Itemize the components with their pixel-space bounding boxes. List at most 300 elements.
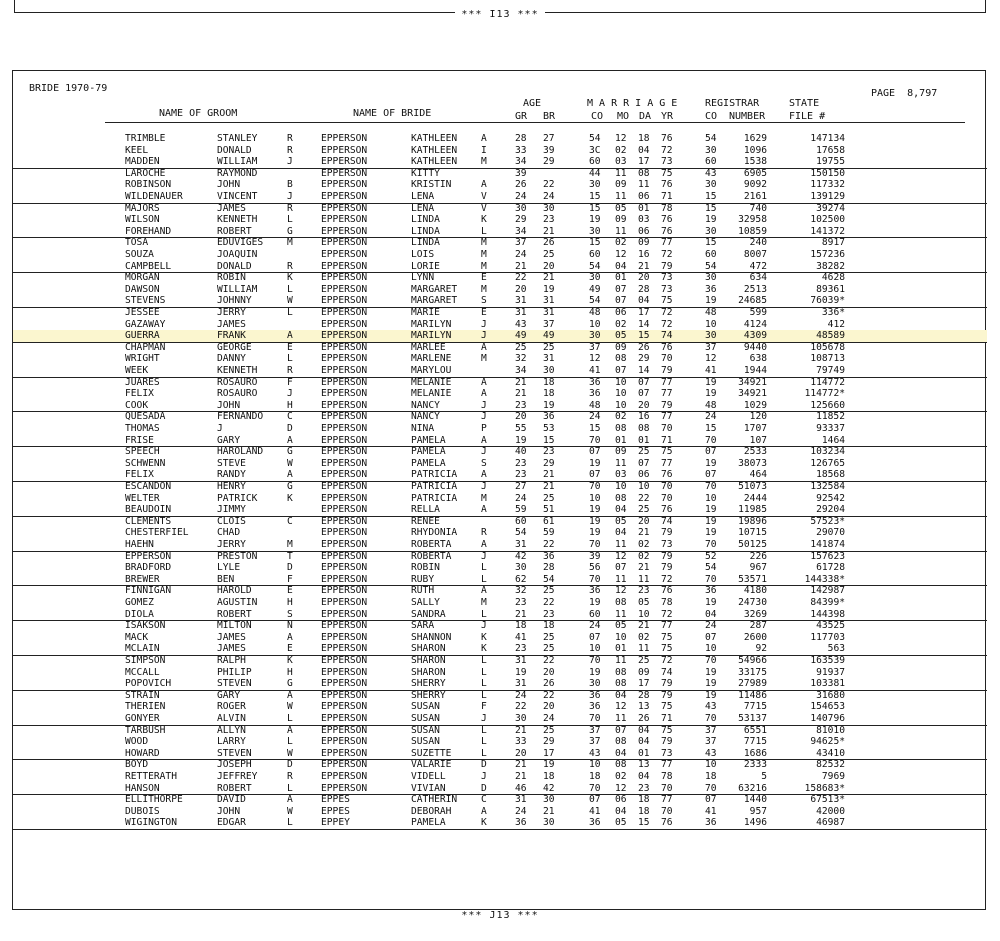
marriage-day: 25 [638,504,650,516]
registrar-number: 50125 [738,539,767,550]
age-bride: 42 [543,782,555,794]
header-marriage-mo: MO [617,111,630,122]
table-row [13,133,987,145]
page-label: PAGE 8,797 [871,88,938,99]
bride-given: SHANNON [411,631,452,643]
header-registrar-number: NUMBER [729,111,766,122]
marriage-month: 09 [615,179,627,191]
state-file-number: 82532 [816,759,845,771]
age-bride: 31 [543,353,555,365]
marriage-year: 76 [661,469,673,481]
marriage-year: 79 [661,562,673,574]
marriage-month: 04 [615,805,627,817]
age-bride: 29 [543,156,555,168]
marriage-county: 70 [589,481,601,492]
marriage-county: 19 [589,527,601,539]
marriage-day: 28 [638,283,650,295]
groom-surname: SCHWENN [125,457,166,469]
marriage-day: 29 [638,353,650,365]
groom-initial: A [287,724,293,736]
age-bride: 25 [543,585,555,597]
age-groom: 26 [515,179,527,191]
registrar-county: 70 [705,655,717,666]
registrar-number: 1029 [743,399,767,411]
groom-surname: MADDEN [125,156,160,168]
bride-surname: EPPERSON [321,191,368,202]
marriage-year: 75 [661,701,673,713]
registrar-county: 43 [705,167,717,179]
groom-initial: R [287,202,293,214]
marriage-county: 24 [589,620,601,632]
registrar-number: 740 [749,202,767,214]
marriage-county: 15 [589,202,601,214]
groom-initial: B [287,179,293,191]
marriage-year: 75 [661,724,673,736]
marriage-county: 54 [589,133,601,144]
bride-initial: L [481,678,487,690]
registrar-county: 30 [705,225,717,237]
bride-given: SHARON [411,643,446,655]
age-bride: 18 [543,620,555,632]
groom-initial: A [287,434,293,446]
marriage-year: 76 [661,225,673,237]
registrar-number: 472 [749,260,767,272]
marriage-year: 70 [661,423,673,434]
marriage-month: 07 [615,562,627,574]
marriage-county: 10 [589,759,601,771]
age-bride: 30 [543,817,555,829]
bride-given: LYNN [411,272,435,284]
registrar-number: 967 [749,562,767,574]
marriage-year: 77 [661,759,673,771]
marriage-year: 77 [661,457,673,469]
age-groom: 34 [515,365,527,376]
age-groom: 18 [515,620,527,632]
table-row [13,284,987,296]
bride-surname: EPPERSON [321,550,368,562]
table-row [13,701,987,713]
groom-surname: POPOVICH [125,678,172,690]
groom-given: ROSAURO [217,376,258,388]
marriage-day: 18 [638,133,650,144]
marriage-month: 09 [615,341,627,353]
registrar-number: 240 [749,237,767,249]
marriage-county: 70 [589,434,601,446]
bride-initial: A [481,376,487,388]
age-bride: 29 [543,736,555,748]
bride-initial: J [481,620,487,632]
registrar-county: 30 [705,272,717,284]
table-row [13,806,987,818]
bride-given: ROBERTA [411,550,452,562]
report-title: BRIDE 1970-79 [29,83,108,94]
marriage-year: 72 [661,608,673,620]
groom-surname: STEVENS [125,295,166,307]
marriage-county: 19 [589,515,601,527]
marriage-year: 75 [661,167,673,179]
marriage-county: 41 [589,805,601,817]
bride-initial: K [481,214,487,226]
marriage-day: 18 [638,805,650,817]
marriage-month: 09 [615,214,627,226]
bride-given: RUBY [411,573,435,585]
marriage-month: 12 [615,133,627,144]
registrar-number: 11486 [738,689,767,701]
groom-initial: D [287,562,293,574]
bride-surname: EPPERSON [321,446,368,458]
marriage-county: 07 [589,446,601,458]
age-groom: 20 [515,283,527,295]
state-file-number: 18568 [816,469,845,481]
header-marriage-da: DA [639,111,652,122]
age-groom: 34 [515,156,527,168]
age-groom: 23 [515,643,527,655]
groom-initial: L [287,782,293,794]
marriage-county: 07 [589,794,601,806]
marriage-year: 75 [661,295,673,307]
state-file-number: 8917 [821,237,845,249]
groom-surname: HAEHN [125,539,154,550]
groom-given: KENNETH [217,365,258,376]
marriage-year: 76 [661,817,673,829]
marriage-month: 08 [615,492,627,504]
marriage-day: 01 [638,747,650,759]
groom-given: JAMES [217,202,246,214]
bride-initial: L [481,655,487,666]
state-file-number: 147134 [810,133,845,144]
state-file-number: 17658 [816,144,845,156]
marriage-county: 07 [589,469,601,481]
marriage-county: 36 [589,817,601,829]
marriage-day: 20 [638,399,650,411]
register-page [12,70,986,910]
bride-given: RUTH [411,585,435,597]
bride-given: MARLEE [411,341,446,353]
groom-initial: N [287,620,293,632]
table-row [13,458,987,470]
marriage-county: 48 [589,307,601,318]
bride-given: SUSAN [411,724,440,736]
table-row [13,272,987,284]
state-file-number: 142987 [810,585,845,597]
bride-surname: EPPERSON [321,341,368,353]
marriage-day: 21 [638,620,650,632]
bride-given: SANDRA [411,608,446,620]
marriage-day: 04 [638,295,650,307]
bride-given: PATRICIA [411,469,458,481]
state-file-number: 157623 [810,550,845,562]
marriage-year: 76 [661,504,673,516]
registrar-county: 30 [705,144,717,156]
bride-given: LINDA [411,237,440,249]
marriage-day: 10 [638,481,650,492]
groom-initial: J [287,191,293,202]
table-row [13,388,987,400]
groom-initial: T [287,550,293,562]
bride-surname: EPPERSON [321,330,368,342]
bride-initial: M [481,492,487,504]
bride-given: SUSAN [411,701,440,713]
marriage-county: 70 [589,655,601,666]
marriage-county: 36 [589,388,601,400]
marriage-month: 02 [615,144,627,156]
marriage-county: 30 [589,225,601,237]
marriage-month: 11 [615,225,627,237]
marriage-day: 03 [638,214,650,226]
marriage-year: 77 [661,794,673,806]
groom-given: LYLE [217,562,241,574]
bride-surname: EPPERSON [321,701,368,713]
groom-surname: ELLITHORPE [125,794,183,806]
age-groom: 34 [515,225,527,237]
state-file-number: 114772 [810,376,845,388]
marriage-county: 60 [589,249,601,260]
bride-initial: S [481,457,487,469]
state-file-number: 29204 [816,504,845,516]
groom-initial: H [287,597,293,608]
registrar-number: 34921 [738,388,767,400]
groom-given: ROBERT [217,225,252,237]
bride-initial: L [481,736,487,748]
age-bride: 27 [543,133,555,144]
marriage-month: 11 [615,655,627,666]
groom-surname: BEAUDOIN [125,504,172,516]
groom-given: HAROLD [217,585,252,597]
age-bride: 17 [543,747,555,759]
registrar-county: 19 [705,527,717,539]
bride-given: RHYDONIA [411,527,458,539]
marriage-month: 11 [615,191,627,202]
marriage-day: 17 [638,307,650,318]
bride-initial: J [481,399,487,411]
registrar-number: 4309 [743,330,767,342]
marriage-day: 13 [638,759,650,771]
marriage-year: 76 [661,214,673,226]
bride-surname: EPPERSON [321,678,368,690]
marriage-month: 04 [615,747,627,759]
groom-given: PHILIP [217,666,252,678]
table-row [13,179,987,191]
age-bride: 21 [543,225,555,237]
age-groom: 55 [515,423,527,434]
marriage-year: 77 [661,620,673,632]
age-groom: 33 [515,736,527,748]
bride-surname: EPPERSON [321,562,368,574]
groom-surname: THOMAS [125,423,160,434]
registrar-county: 48 [705,399,717,411]
registrar-county: 07 [705,446,717,458]
bride-surname: EPPERSON [321,365,368,376]
registrar-number: 9092 [743,179,767,191]
bride-initial: A [481,341,487,353]
groom-initial: L [287,214,293,226]
groom-initial: K [287,655,293,666]
bride-surname: EPPERSON [321,643,368,655]
table-row [13,794,987,806]
age-bride: 24 [543,713,555,724]
registrar-number: 6905 [743,167,767,179]
state-file-number: 336* [821,307,845,318]
marriage-month: 07 [615,283,627,295]
groom-given: ALLYN [217,724,246,736]
marriage-month: 02 [615,771,627,782]
bride-surname: EPPERSON [321,585,368,597]
groom-initial: L [287,307,293,318]
age-groom: 24 [515,249,527,260]
bride-surname: EPPES [321,805,350,817]
groom-surname: FINNIGAN [125,585,172,597]
bride-initial: V [481,191,487,202]
groom-given: JAMES [217,643,246,655]
age-groom: 23 [515,457,527,469]
registrar-county: 36 [705,817,717,829]
marriage-day: 04 [638,771,650,782]
state-file-number: 29070 [816,527,845,539]
marriage-year: 72 [661,307,673,318]
marriage-year: 70 [661,805,673,817]
state-file-number: 158683* [804,782,845,794]
bride-surname: EPPERSON [321,353,368,365]
marriage-day: 15 [638,817,650,829]
registrar-number: 2533 [743,446,767,458]
marriage-month: 01 [615,272,627,284]
groom-surname: JESSEE [125,307,160,318]
marriage-month: 08 [615,597,627,608]
state-file-number: 4628 [821,272,845,284]
state-file-number: 103381 [810,678,845,690]
registrar-number: 9440 [743,341,767,353]
registrar-number: 8007 [743,249,767,260]
marriage-year: 70 [661,782,673,794]
registrar-county: 24 [705,411,717,423]
groom-initial: E [287,341,293,353]
marriage-county: 10 [589,643,601,655]
bride-surname: EPPERSON [321,399,368,411]
marriage-month: 08 [615,759,627,771]
bride-surname: EPPERSON [321,156,368,168]
bride-initial: V [481,202,487,214]
groom-initial: F [287,376,293,388]
groom-initial: G [287,678,293,690]
bride-surname: EPPERSON [321,655,368,666]
marriage-day: 23 [638,585,650,597]
registrar-county: 10 [705,318,717,330]
age-groom: 28 [515,133,527,144]
marriage-county: 70 [589,782,601,794]
marriage-year: 79 [661,736,673,748]
state-file-number: 139129 [810,191,845,202]
marriage-day: 22 [638,492,650,504]
bride-surname: EPPES [321,794,350,806]
groom-surname: QUESADA [125,411,166,423]
groom-given: JAMES [217,631,246,643]
groom-initial: J [287,388,293,400]
groom-given: GARY [217,689,241,701]
groom-given: RAYMOND [217,167,258,179]
bride-initial: J [481,550,487,562]
marriage-month: 09 [615,446,627,458]
state-file-number: 61728 [816,562,845,574]
groom-surname: WIGINGTON [125,817,177,829]
registrar-number: 53571 [738,573,767,585]
table-row [13,377,987,389]
marriage-year: 77 [661,388,673,400]
marriage-year: 73 [661,283,673,295]
bride-given: NANCY [411,411,440,423]
registrar-number: 10715 [738,527,767,539]
marriage-month: 04 [615,689,627,701]
marriage-year: 72 [661,144,673,156]
state-file-number: 39274 [816,202,845,214]
age-bride: 18 [543,771,555,782]
marriage-month: 03 [615,469,627,481]
registrar-number: 1629 [743,133,767,144]
bride-surname: EPPERSON [321,631,368,643]
groom-surname: WOOD [125,736,149,748]
age-bride: 25 [543,631,555,643]
bride-surname: EPPERSON [321,295,368,307]
bride-initial: C [481,794,487,806]
groom-initial: L [287,713,293,724]
marriage-year: 76 [661,133,673,144]
registrar-number: 19896 [738,515,767,527]
marriage-month: 05 [615,817,627,829]
groom-surname: WILSON [125,214,160,226]
groom-initial: M [287,539,293,550]
registrar-county: 36 [705,283,717,295]
registrar-number: 2161 [743,191,767,202]
groom-initial: K [287,272,293,284]
table-row [13,655,987,667]
groom-surname: GONYER [125,713,160,724]
groom-initial: L [287,353,293,365]
bride-surname: EPPERSON [321,318,368,330]
marriage-year: 71 [661,713,673,724]
groom-initial: W [287,805,293,817]
groom-given: JERRY [217,539,246,550]
bride-given: RELLA [411,504,440,516]
groom-surname: FELIX [125,469,154,481]
table-row [13,817,987,830]
groom-given: ROGER [217,701,246,713]
age-bride: 26 [543,678,555,690]
bride-surname: EPPERSON [321,307,368,318]
marriage-month: 08 [615,736,627,748]
bride-surname: EPPERSON [321,133,368,144]
age-bride: 23 [543,214,555,226]
marriage-year: 76 [661,179,673,191]
state-file-number: 150150 [810,167,845,179]
bride-given: NANCY [411,399,440,411]
age-bride: 19 [543,283,555,295]
groom-given: MILTON [217,620,252,632]
groom-initial: C [287,515,293,527]
marriage-county: 36 [589,585,601,597]
age-groom: 46 [515,782,527,794]
bride-initial: R [481,527,487,539]
table-row [13,446,987,458]
bride-given: SALLY [411,597,440,608]
marriage-day: 13 [638,701,650,713]
bride-initial: J [481,446,487,458]
bride-initial: J [481,481,487,492]
bride-surname: EPPERSON [321,481,368,492]
marriage-day: 14 [638,318,650,330]
bride-initial: P [481,423,487,434]
age-bride: 37 [543,318,555,330]
header-underline [105,122,965,123]
groom-surname: WILDENAUER [125,191,183,202]
